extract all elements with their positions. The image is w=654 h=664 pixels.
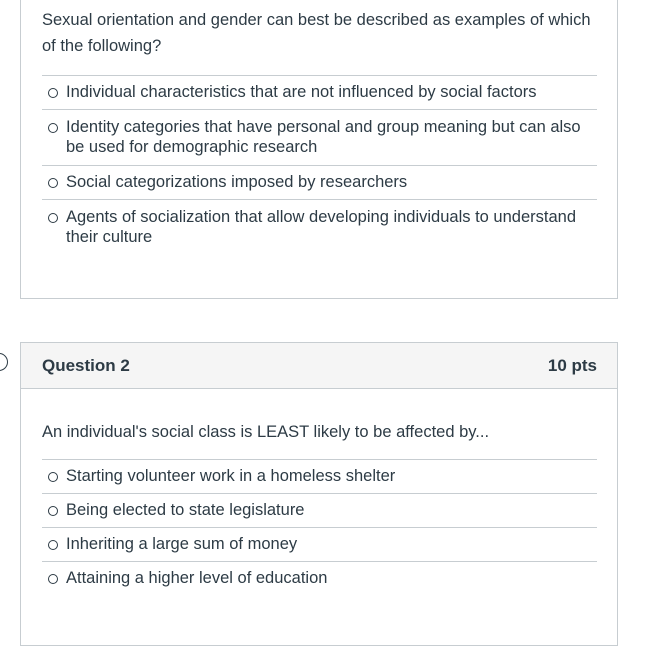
question-body xyxy=(21,0,617,255)
question-flag-icon[interactable] xyxy=(0,353,8,371)
answer-label: Attaining a higher level of education xyxy=(66,569,328,587)
answer-label: Agents of socialization that allow developing individuals to understand their culture xyxy=(66,208,576,246)
answer-list xyxy=(42,459,597,595)
question-text: Sexual orientation and gender can best be described as examples of which of the following? xyxy=(42,11,591,55)
answer-option[interactable] xyxy=(42,110,597,166)
answer-option[interactable] xyxy=(42,562,597,595)
radio-button[interactable] xyxy=(48,178,58,188)
question-points: 10 pts xyxy=(547,355,597,375)
radio-button[interactable] xyxy=(48,213,58,223)
radio-button[interactable] xyxy=(48,574,58,584)
radio-button[interactable] xyxy=(48,123,58,133)
answer-label: Starting volunteer work in a homeless shelter xyxy=(66,467,396,485)
answer-list xyxy=(42,75,597,255)
radio-button[interactable] xyxy=(48,506,58,516)
question-title: Question 2 xyxy=(42,355,130,375)
answer-option[interactable] xyxy=(42,460,597,494)
question-body xyxy=(21,389,617,595)
answer-label: Inheriting a large sum of money xyxy=(66,535,298,553)
radio-button[interactable] xyxy=(48,540,58,550)
question-text: An individual's social class is LEAST likely to be affected by... xyxy=(42,423,490,441)
answer-option[interactable] xyxy=(42,528,597,562)
question-header xyxy=(21,343,617,389)
answer-option[interactable] xyxy=(42,76,597,110)
answer-option[interactable] xyxy=(42,200,597,255)
answer-label: Identity categories that have personal and group meaning but can also be used for demographic research xyxy=(66,118,581,156)
question-card-1 xyxy=(20,0,618,299)
radio-button[interactable] xyxy=(48,88,58,98)
answer-label: Individual characteristics that are not influenced by social factors xyxy=(66,83,537,101)
answer-option[interactable] xyxy=(42,166,597,200)
radio-button[interactable] xyxy=(48,472,58,482)
question-card-2 xyxy=(20,342,618,646)
answer-label: Being elected to state legislature xyxy=(66,501,305,519)
answer-label: Social categorizations imposed by researchers xyxy=(66,173,408,191)
answer-option[interactable] xyxy=(42,494,597,528)
